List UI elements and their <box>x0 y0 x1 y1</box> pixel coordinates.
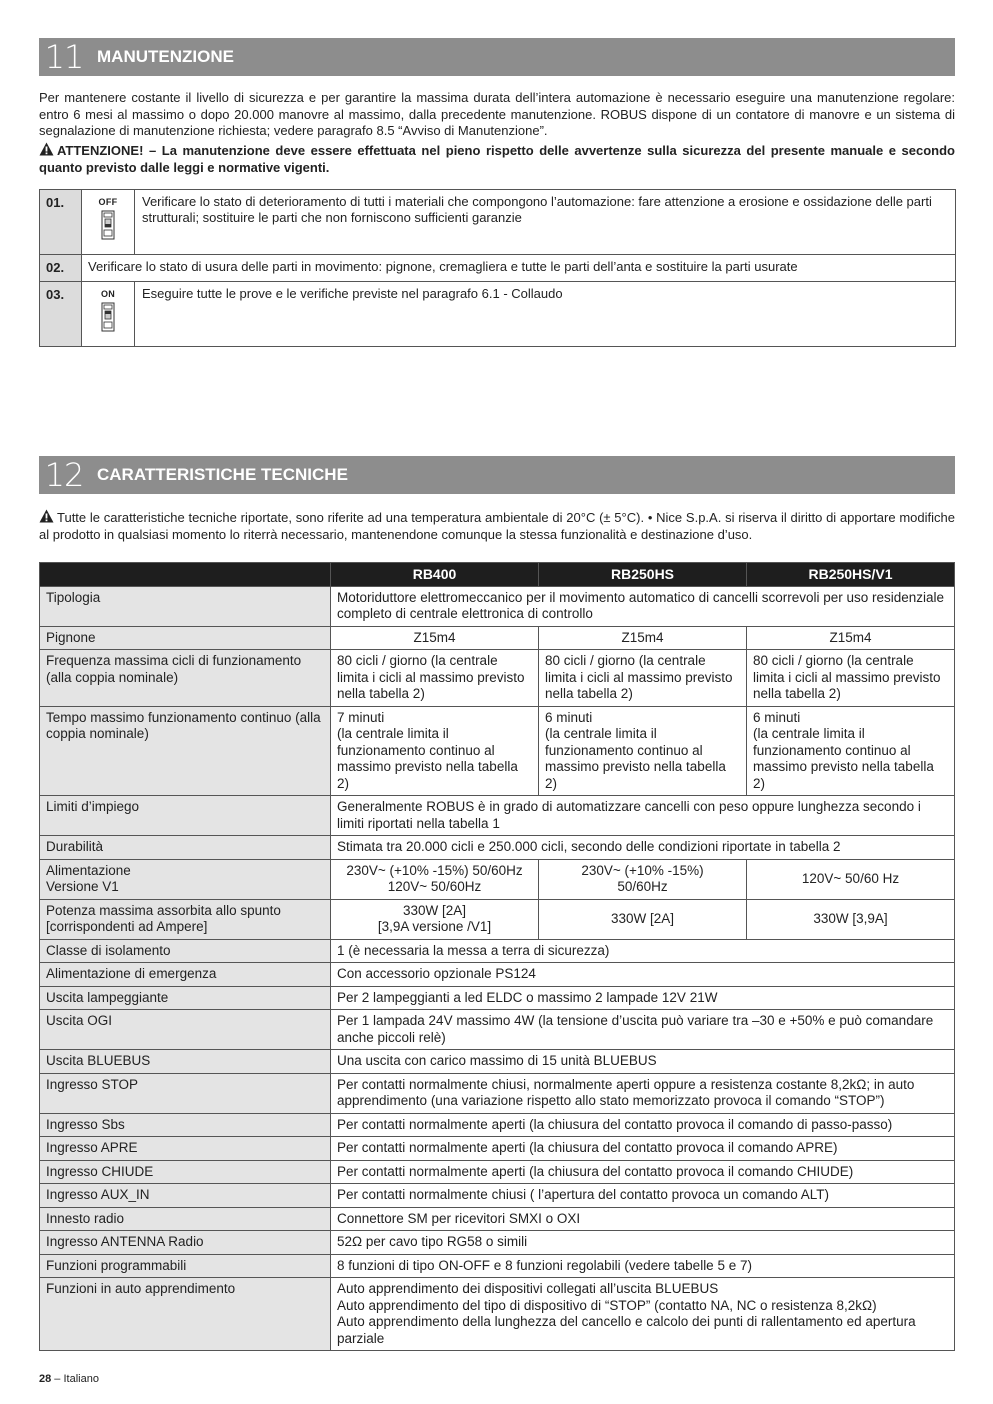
row-value: Per contatti normalmente chiusi ( l’apertura del contatto provoca un comando ALT) <box>331 1184 955 1208</box>
row-value: Z15m4 <box>539 626 747 650</box>
table-row <box>40 899 955 939</box>
section-title: MANUTENZIONE <box>97 47 234 66</box>
row-value: Per 1 lampada 24V massimo 4W (la tensione d’uscita può variare tra –30 e +50% e può comandare anche piccoli relè) <box>331 1010 955 1050</box>
value-line: 230V~ (+10% -15%) <box>581 862 704 878</box>
table-row <box>40 836 955 860</box>
header-blank-cell <box>40 563 331 587</box>
maintenance-intro: Per mantenere costante il livello di sicurezza e per garantire la massima durata dell’intera automazione è necessario eseguire una manutenzione regolare: entro 6 mesi al massimo o dopo 20.000 manovre al massimo, dalla precedente manutenzione. ROBUS dispone di un contatore di manovre e un sistema di segnalazione di manutenzione richiesta; vedere paragrafo 8.5 “Avviso di Manutenzione”. <box>39 90 955 138</box>
value-line: Auto apprendimento del tipo di dispositivo di “STOP” (contatto NA, NC o resistenza 8,2kΩ) <box>337 1297 877 1313</box>
table-row <box>40 1010 955 1050</box>
row-label: Ingresso ANTENNA Radio <box>40 1231 331 1255</box>
step-number: 02. <box>40 255 82 282</box>
row-value: 330W [3,9A] <box>747 899 955 939</box>
label-line: [corrispondenti ad Ampere] <box>46 919 208 934</box>
section-number: 12 <box>44 456 84 494</box>
row-value: Z15m4 <box>331 626 539 650</box>
row-value: Per contatti normalmente aperti (la chiusura del contatto provoca il comando di passo-passo) <box>331 1113 955 1137</box>
table-row <box>40 1278 955 1351</box>
table-row <box>40 586 955 626</box>
row-value <box>539 706 747 796</box>
value-line: [3,9A versione /V1] <box>377 919 492 934</box>
row-value: 80 cicli / giorno (la centrale limita i cicli al massimo previsto nella tabella 2) <box>331 650 539 707</box>
row-label: Frequenza massima cicli di funzionamento (alla coppia nominale) <box>40 650 331 707</box>
table-row <box>40 282 956 347</box>
row-label: Ingresso CHIUDE <box>40 1160 331 1184</box>
circuit-breaker-on-icon <box>101 302 115 332</box>
row-value <box>747 706 955 796</box>
row-value: Stimata tra 20.000 cicli e 250.000 cicli, secondo delle condizioni riportate in tabella 2 <box>331 836 955 860</box>
step-text: Verificare lo stato di usura delle parti in movimento: pignone, cremagliera e tutte le parti dell’anta e sostituire la parti usurate <box>82 255 956 282</box>
section-number: 11 <box>44 38 84 76</box>
footer-language: – Italiano <box>51 1373 99 1385</box>
table-row <box>40 1050 955 1074</box>
section-header-caratteristiche <box>39 456 955 494</box>
row-value: Per contatti normalmente chiusi, normalmente aperti oppure a resistenza costante 8,2kΩ; in auto apprendimento (una variazione rispetto allo stato memorizzato provoca il comando “STOP”) <box>331 1073 955 1113</box>
table-row <box>40 1207 955 1231</box>
table-row <box>40 650 955 707</box>
step-text: Verificare lo stato di deterioramento di tutti i materiali che compongono l’automazione: fare attenzione a erosione e ossidazione delle parti strutturali; sostituire le parti che non forniscono sufficienti garanzie <box>135 190 956 255</box>
row-label: Ingresso APRE <box>40 1137 331 1161</box>
row-label: Ingresso STOP <box>40 1073 331 1113</box>
warning-icon <box>39 509 54 523</box>
row-value: 1 (è necessaria la messa a terra di sicurezza) <box>331 939 955 963</box>
row-label: Uscita BLUEBUS <box>40 1050 331 1074</box>
row-value: Connettore SM per ricevitori SMXI o OXI <box>331 1207 955 1231</box>
table-row <box>40 1231 955 1255</box>
row-value: 80 cicli / giorno (la centrale limita i cicli al massimo previsto nella tabella 2) <box>747 650 955 707</box>
breaker-off-cell <box>82 190 135 255</box>
table-row <box>40 963 955 987</box>
table-row <box>40 1254 955 1278</box>
table-row <box>40 859 955 899</box>
column-header: RB250HS/V1 <box>747 563 955 587</box>
row-value: Con accessorio opzionale PS124 <box>331 963 955 987</box>
value-line: 50/60Hz <box>617 879 668 894</box>
row-value: Per contatti normalmente aperti (la chiusura del contatto provoca il comando APRE) <box>331 1137 955 1161</box>
value-main: 7 minuti <box>337 709 385 725</box>
column-header: RB400 <box>331 563 539 587</box>
table-row <box>40 939 955 963</box>
maintenance-warning <box>39 142 955 176</box>
column-header: RB250HS <box>539 563 747 587</box>
warning-text: ATTENZIONE! – La manutenzione deve essere effettuata nel pieno rispetto delle avvertenze sulla sicurezza del presente manuale e secondo quanto previsto dalle leggi e normative vigenti. <box>39 143 955 175</box>
label-line: Alimentazione <box>46 862 131 878</box>
row-label: Innesto radio <box>40 1207 331 1231</box>
value-line: 120V~ 50/60Hz <box>387 879 482 894</box>
row-label: Alimentazione di emergenza <box>40 963 331 987</box>
value-main: 6 minuti <box>753 709 801 725</box>
value-line: Auto apprendimento della lunghezza del cancello e calcolo dei punti di rallentamento ed apertura parziale <box>337 1314 916 1346</box>
label-line: Versione V1 <box>46 879 119 894</box>
row-label: Uscita OGI <box>40 1010 331 1050</box>
row-value: 330W [2A] <box>539 899 747 939</box>
value-main: 6 minuti <box>545 709 593 725</box>
row-label: Uscita lampeggiante <box>40 986 331 1010</box>
value-line: 230V~ (+10% -15%) 50/60Hz <box>346 862 523 878</box>
table-row <box>40 1113 955 1137</box>
table-header-row <box>40 563 955 587</box>
page-number: 28 <box>39 1373 52 1385</box>
table-row <box>40 706 955 796</box>
table-row <box>40 1184 955 1208</box>
row-label <box>40 899 331 939</box>
row-value: 120V~ 50/60 Hz <box>747 859 955 899</box>
switch-state-label: OFF <box>98 197 118 207</box>
row-label: Durabilità <box>40 836 331 860</box>
table-row <box>40 986 955 1010</box>
maintenance-table <box>39 189 956 347</box>
row-label: Limiti d’impiego <box>40 796 331 836</box>
value-sub: (la centrale limita il funzionamento continuo al massimo previsto nella tabella 2) <box>545 726 726 791</box>
step-number: 01. <box>40 190 82 255</box>
row-label <box>40 859 331 899</box>
row-value: Z15m4 <box>747 626 955 650</box>
table-row <box>40 1160 955 1184</box>
row-value <box>331 1278 955 1351</box>
technical-note <box>39 509 955 543</box>
section-header-manutenzione <box>39 38 955 76</box>
specifications-table <box>39 562 955 1351</box>
section-title: CARATTERISTICHE TECNICHE <box>97 465 348 484</box>
value-line: Auto apprendimento dei dispositivi collegati all’uscita BLUEBUS <box>337 1281 719 1296</box>
label-line: Potenza massima assorbita allo spunto <box>46 902 281 918</box>
row-label: Funzioni programmabili <box>40 1254 331 1278</box>
value-line: 330W [2A] <box>402 902 467 918</box>
row-label: Pignone <box>40 626 331 650</box>
row-label: Funzioni in auto apprendimento <box>40 1278 331 1351</box>
row-label: Tipologia <box>40 586 331 626</box>
table-row <box>40 1073 955 1113</box>
row-label: Tempo massimo funzionamento continuo (alla coppia nominale) <box>40 706 331 796</box>
page-footer <box>39 1373 99 1385</box>
row-value <box>331 859 539 899</box>
row-value: Per contatti normalmente aperti (la chiusura del contatto provoca il comando CHIUDE) <box>331 1160 955 1184</box>
row-value <box>331 706 539 796</box>
table-row <box>40 255 956 282</box>
row-value: Motoriduttore elettromeccanico per il movimento automatico di cancelli scorrevoli per uso residenziale completo di centrale elettronica di controllo <box>331 586 955 626</box>
table-row <box>40 190 956 255</box>
row-value <box>539 859 747 899</box>
row-value: 80 cicli / giorno (la centrale limita i cicli al massimo previsto nella tabella 2) <box>539 650 747 707</box>
breaker-on-cell <box>82 282 135 347</box>
value-sub: (la centrale limita il funzionamento continuo al massimo previsto nella tabella 2) <box>753 726 934 791</box>
value-sub: (la centrale limita il funzionamento continuo al massimo previsto nella tabella 2) <box>337 726 518 791</box>
note-text: Tutte le caratteristiche tecniche riportate, sono riferite ad una temperatura ambientale di 20°C (± 5°C). • Nice S.p.A. si riserva il diritto di apportare modifiche al prodotto in qualsiasi momento lo riterrà necessario, mantenendone comunque la stessa funzionalità e destinazione d’uso. <box>39 510 955 542</box>
switch-state-label: ON <box>100 289 116 299</box>
step-number: 03. <box>40 282 82 347</box>
step-text: Eseguire tutte le prove e le verifiche previste nel paragrafo 6.1 - Collaudo <box>135 282 956 347</box>
row-label: Ingresso AUX_IN <box>40 1184 331 1208</box>
warning-icon <box>39 142 54 156</box>
row-label: Classe di isolamento <box>40 939 331 963</box>
circuit-breaker-off-icon <box>101 210 115 240</box>
row-value: 8 funzioni di tipo ON-OFF e 8 funzioni regolabili (vedere tabelle 5 e 7) <box>331 1254 955 1278</box>
row-value: Generalmente ROBUS è in grado di automatizzare cancelli con peso oppure lunghezza secondo i limiti riportati nella tabella 1 <box>331 796 955 836</box>
row-value <box>331 899 539 939</box>
row-label: Ingresso Sbs <box>40 1113 331 1137</box>
table-row <box>40 626 955 650</box>
table-row <box>40 1137 955 1161</box>
row-value: Per 2 lampeggianti a led ELDC o massimo 2 lampade 12V 21W <box>331 986 955 1010</box>
table-row <box>40 796 955 836</box>
row-value: Una uscita con carico massimo di 15 unità BLUEBUS <box>331 1050 955 1074</box>
row-value: 52Ω per cavo tipo RG58 o simili <box>331 1231 955 1255</box>
